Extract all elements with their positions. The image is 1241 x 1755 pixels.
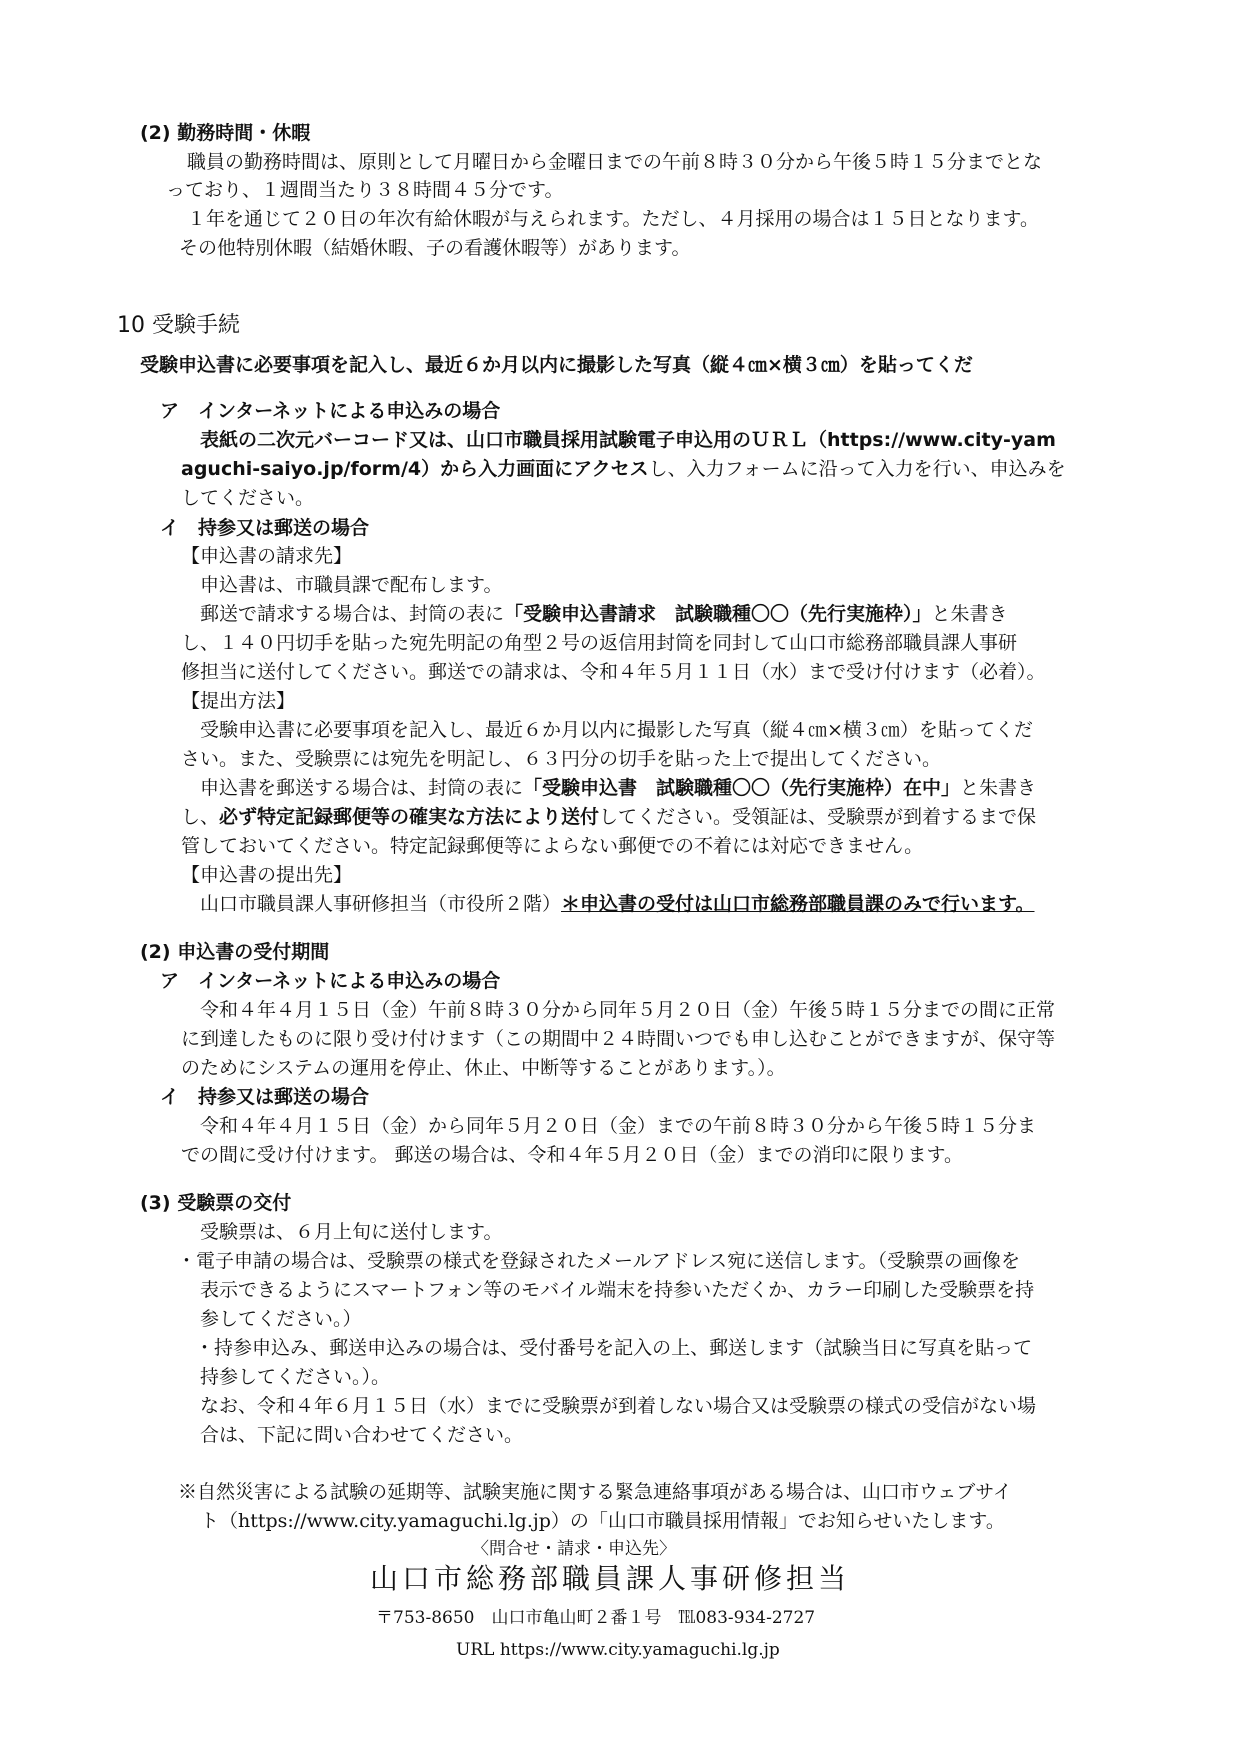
- paragraph-line: [200, 890, 1035, 918]
- section-heading-period: (2) 申込書の受付期間: [140, 941, 330, 963]
- text: し、: [181, 806, 220, 828]
- section-heading-procedure: 10 受験手続: [117, 313, 240, 338]
- paragraph-line: さい。また、受験票には宛先を明記し、６３円分の切手を貼った上で提出してください。: [181, 748, 942, 770]
- paragraph-line: [200, 600, 1008, 628]
- paragraph-line: 職員の勤務時間は、原則として月曜日から金曜日までの午前８時３０分から午後５時１５分までとな: [187, 151, 1043, 173]
- section-heading-exam-ticket: (3) 受験票の交付: [140, 1192, 292, 1214]
- paragraph-line: し、１４０円切手を貼った宛先明記の角型２号の返信用封筒を同封して山口市総務部職員課人事研: [181, 632, 1018, 654]
- paragraph-line: 令和４年４月１５日（金）から同年５月２０日（金）までの午前８時３０分から午後５時１５分ま: [200, 1115, 1037, 1137]
- label-in-person-or-mail: イ 持参又は郵送の場合: [160, 1086, 370, 1108]
- paragraph-line: っており、１週間当たり３８時間４５分です。: [166, 179, 564, 201]
- paragraph-line: 修担当に送付してください。郵送での請求は、令和４年５月１１日（水）まで受け付けます（必着）。: [181, 661, 1046, 683]
- bracket-heading-request: 【申込書の請求先】: [181, 545, 353, 567]
- text: と朱書き: [960, 777, 1037, 799]
- paragraph-line: での間に受け付けます。 郵送の場合は、令和４年５月２０日（金）までの消印に限ります。: [181, 1144, 964, 1166]
- paragraph-line: 受験申込書に必要事項を記入し、最近６か月以内に撮影した写真（縦４㎝×横３㎝）を貼ってくだ: [200, 719, 1033, 741]
- paragraph-line: 持参してください。）。: [200, 1366, 391, 1388]
- contact-address: 〒753-8650 山口市亀山町２番１号 ℡083-934-2727: [376, 1608, 816, 1628]
- paragraph-line: なお、令和４年６月１５日（水）までに受験票が到着しない場合又は受験票の様式の受信がない場: [200, 1395, 1037, 1417]
- bracket-heading-submission: 【提出方法】: [181, 690, 296, 712]
- paragraph-line: 表示できるようにスマートフォン等のモバイル端末を持参いただくか、カラー印刷した受験票を持: [200, 1279, 1035, 1301]
- paragraph-line: 表紙の二次元バーコード又は、山口市職員採用試験電子申込用のＵＲＬ（https://www.city-yam: [200, 429, 1056, 451]
- paragraph-line: 管しておいてください。特定記録郵便等によらない郵便での不着には対応できません。: [181, 835, 924, 857]
- bold-text: 必ず特定記録郵便等の確実な方法により送付: [219, 806, 600, 828]
- emergency-note-line: ト（https://www.city.yamaguchi.lg.jp）の「山口市職員採用情報」でお知らせいたします。: [200, 1510, 1005, 1532]
- paragraph-line: 合は、下記に問い合わせてください。: [200, 1424, 524, 1446]
- paragraph-line: 申込書は、市職員課で配布します。: [200, 574, 503, 596]
- label-in-person-or-mail: イ 持参又は郵送の場合: [160, 517, 370, 539]
- text: 申込書を郵送する場合は、封筒の表に: [200, 777, 524, 799]
- text: 山口市職員課人事研修担当（市役所２階）: [200, 893, 562, 915]
- bold-text: 「受験申込書請求 試験職種〇〇（先行実施枠）」: [504, 603, 932, 625]
- paragraph-line: してください。: [181, 487, 315, 509]
- contact-label: 〈問合せ・請求・申込先〉: [472, 1539, 676, 1559]
- contact-url: URL https://www.city.yamaguchi.lg.jp: [456, 1640, 780, 1660]
- label-internet: ア インターネットによる申込みの場合: [160, 970, 501, 992]
- paragraph-line: 受験票は、６月上旬に送付します。: [200, 1221, 503, 1243]
- text: 郵送で請求する場合は、封筒の表に: [200, 603, 505, 625]
- text: し、入力フォームに沿って入力を行い、申込みを: [648, 458, 1066, 480]
- contact-department: 山口市総務部職員課人事研修担当: [370, 1562, 851, 1595]
- emergency-note-line: ※自然災害による試験の延期等、試験実施に関する緊急連絡事項がある場合は、山口市ウェブサイ: [178, 1481, 1012, 1503]
- paragraph-line: 令和４年４月１５日（金）午前８時３０分から同年５月２０日（金）午後５時１５分までの間に正常: [200, 999, 1056, 1021]
- paragraph-line: １年を通じて２０日の年次有給休暇が与えられます。ただし、４月採用の場合は１５日となります。: [187, 208, 1039, 230]
- paragraph-line: その他特別休暇（結婚休暇、子の看護休暇等）があります。: [179, 237, 691, 259]
- text: してください。受領証は、受験票が到着するまで保: [599, 806, 1037, 828]
- bold-text: 「受験申込書 試験職種〇〇（先行実施枠）在中」: [523, 777, 961, 799]
- paragraph-line: ・持参申込み、郵送申込みの場合は、受付番号を記入の上、郵送します（試験当日に写真を貼って: [195, 1337, 1033, 1359]
- bracket-heading-destination: 【申込書の提出先】: [181, 864, 353, 886]
- paragraph-line: ・電子申請の場合は、受験票の様式を登録されたメールアドレス宛に送信します。（受験票の画像を: [177, 1250, 1021, 1272]
- paragraph-line: 参してください。）: [200, 1308, 362, 1330]
- text: と朱書き: [931, 603, 1008, 625]
- paragraph-line: [181, 455, 1066, 483]
- bold-text: aguchi-saiyo.jp/form/4）から入力画面にアクセス: [181, 458, 649, 480]
- paragraph-line: に到達したものに限り受け付けます（この期間中２４時間いつでも申し込むことができますが、保守等: [181, 1028, 1056, 1050]
- section-heading-work-hours: (2) 勤務時間・休暇: [140, 122, 311, 144]
- underlined-notice: ＊申込書の受付は山口市総務部職員課のみで行います。: [561, 893, 1035, 915]
- label-internet: ア インターネットによる申込みの場合: [160, 400, 501, 422]
- subheading-application-method: 受験申込書に必要事項を記入し、最近６か月以内に撮影した写真（縦４㎝×横３㎝）を貼ってくだ: [140, 354, 973, 376]
- paragraph-line: のためにシステムの運用を停止、休止、中断等することがあります。）。: [181, 1057, 786, 1079]
- paragraph-line: [200, 774, 1036, 802]
- paragraph-line: [181, 803, 1036, 831]
